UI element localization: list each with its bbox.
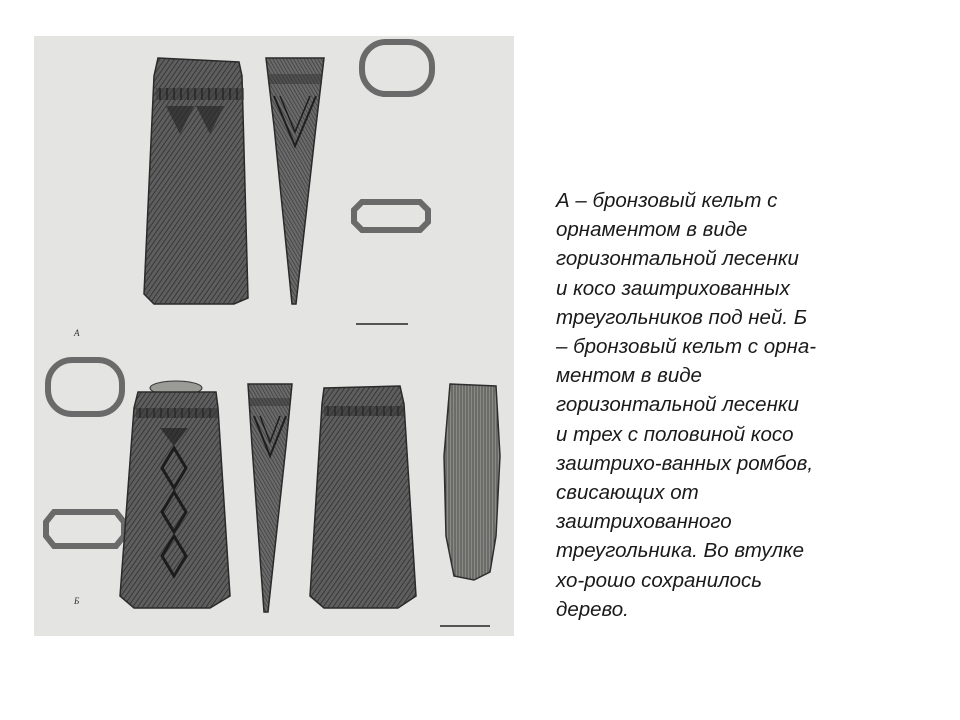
figure-label-b: Б	[74, 596, 80, 606]
figure-label-a: А	[74, 328, 80, 338]
celt-b-front-view	[120, 381, 230, 608]
celt-a-blade-section	[354, 202, 428, 230]
celt-a-socket-section	[362, 42, 432, 94]
celt-b-side-view	[248, 384, 292, 612]
celt-a-side-view	[266, 58, 324, 304]
wooden-haft-fragment	[444, 384, 500, 580]
celt-b-back-view	[310, 386, 416, 608]
archaeology-plate	[34, 36, 514, 636]
caption-text: А – бронзовый кельт с орнаментом в виде горизонтальной лесенки и косо заштрихованных треугольников под ней. Б – бронзовый кельт с орна- ментом в виде горизонтальной лесенки и трех с половиной косо заштрихо-ванных ромбов, свисающих от заштрихованного треугольника. Во втулке хо-рошо сохранилось дерево.	[556, 189, 817, 621]
celt-a-front-view	[144, 58, 248, 304]
celt-b-blade-section	[46, 512, 124, 546]
celt-b-socket-section	[48, 360, 122, 414]
